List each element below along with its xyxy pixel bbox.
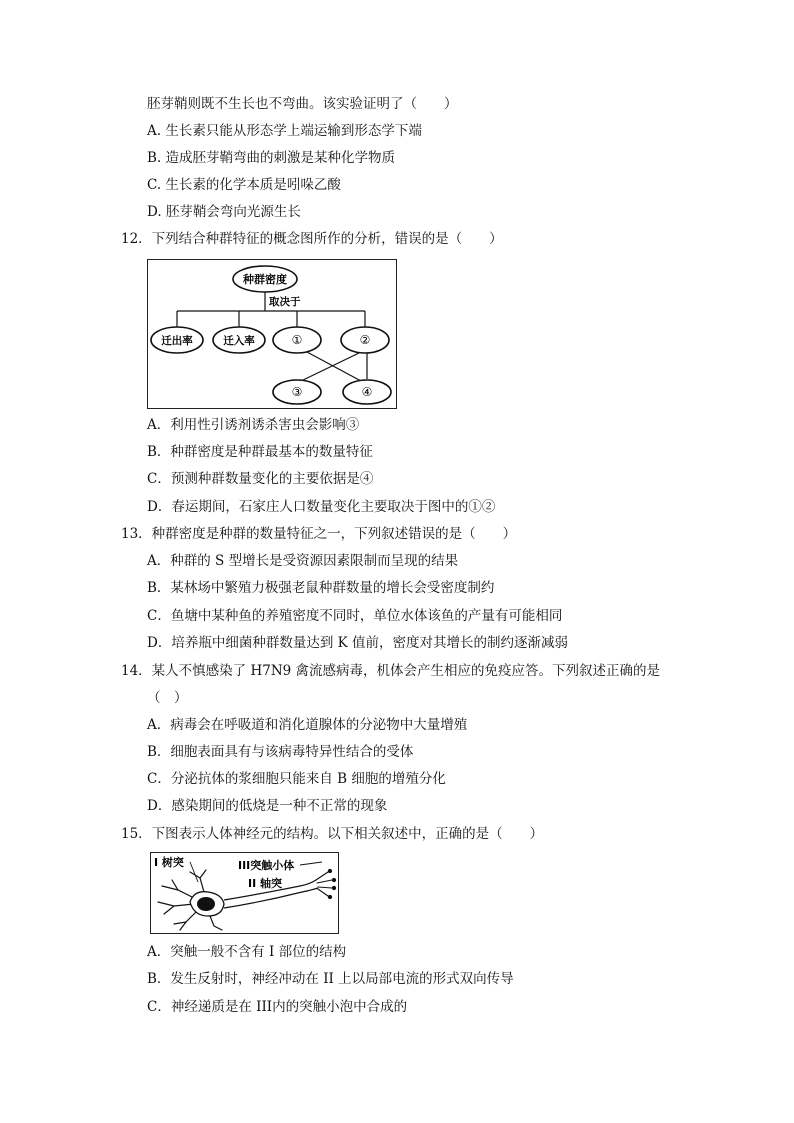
node-population-density (233, 266, 297, 292)
svg-text:种群密度: 种群密度 (243, 273, 287, 286)
q14-stem-line2: （ ） (147, 690, 188, 706)
q11-option-b: B. 造成胚芽鞘弯曲的刺激是某种化学物质 (147, 150, 396, 166)
node-1 (273, 327, 321, 353)
q13-option-b: B．某林场中繁殖力极强老鼠种群数量的增长会受密度制约 (147, 580, 495, 596)
neuron-diagram (150, 852, 339, 934)
q11-option-a: A. 生长素只能从形态学上端运输到形态学下端 (147, 123, 422, 139)
q14-option-c: C．分泌抗体的浆细胞只能来自 B 细胞的增殖分化 (147, 771, 446, 787)
q12-stem: 12．下列结合种群特征的概念图所作的分析，错误的是（ ） (121, 231, 503, 247)
q13-option-c: C．鱼塘中某种鱼的养殖密度不同时，单位水体该鱼的产量有可能相同 (147, 608, 563, 624)
q14-stem-line1: 14．某人不慎感染了 H7N9 禽流感病毒，机体会产生相应的免疫应答。下列叙述正确的是 (121, 663, 661, 679)
q13-option-d: D．培养瓶中细菌种群数量达到 K 值前，密度对其增长的制约逐渐减弱 (147, 635, 568, 651)
label-axon: II 轴突 (248, 877, 283, 890)
q14-option-a: A．病毒会在呼吸道和消化道腺体的分泌物中大量增殖 (147, 717, 468, 733)
q14-option-d: D．感染期间的低烧是一种不正常的现象 (147, 798, 388, 814)
node-2 (341, 327, 389, 353)
q13-stem: 13．种群密度是种群的数量特征之一，下列叙述错误的是（ ） (121, 526, 517, 542)
q15-option-a: A．突触一般不含有 I 部位的结构 (147, 944, 347, 960)
label-dendrite: I 树突 (154, 856, 184, 869)
svg-text:③: ③ (291, 385, 303, 399)
connector-label: 取决于 (269, 296, 301, 308)
svg-text:①: ① (291, 333, 303, 347)
q12-option-b: B．种群密度是种群最基本的数量特征 (147, 444, 373, 460)
node-immigration-rate (213, 327, 265, 353)
svg-text:迁入率: 迁入率 (223, 335, 255, 347)
node-4 (343, 380, 391, 404)
svg-text:④: ④ (361, 385, 373, 399)
q12-option-d: D．春运期间，石家庄人口数量变化主要取决于图中的①② (147, 499, 496, 515)
q15-option-c: C．神经递质是在 III内的突触小泡中合成的 (147, 999, 408, 1015)
q12-option-c: C．预测种群数量变化的主要依据是④ (147, 471, 374, 487)
svg-text:②: ② (359, 333, 371, 347)
q11-option-c: C. 生长素的化学本质是吲哚乙酸 (147, 177, 341, 193)
population-concept-map (147, 259, 397, 409)
q12-option-a: A．利用性引诱剂诱杀害虫会影响③ (147, 417, 360, 433)
q11-option-d: D. 胚芽鞘会弯向光源生长 (147, 204, 301, 220)
q14-option-b: B．细胞表面具有与该病毒特异性结合的受体 (147, 744, 414, 760)
node-emigration-rate (151, 327, 203, 353)
q11-stem-tail: 胚芽鞘则既不生长也不弯曲。该实验证明了（ ） (147, 96, 458, 112)
node-3 (273, 380, 321, 404)
q13-option-a: A．种群的 S 型增长是受资源因素限制而呈现的结果 (147, 553, 459, 569)
label-synaptic-terminal: III突触小体 (238, 859, 295, 872)
q15-option-b: B．发生反射时，神经冲动在 II 上以局部电流的形式双向传导 (147, 971, 514, 987)
svg-text:迁出率: 迁出率 (161, 335, 193, 347)
q15-stem: 15．下图表示人体神经元的结构。以下相关叙述中，正确的是（ ） (121, 826, 544, 842)
